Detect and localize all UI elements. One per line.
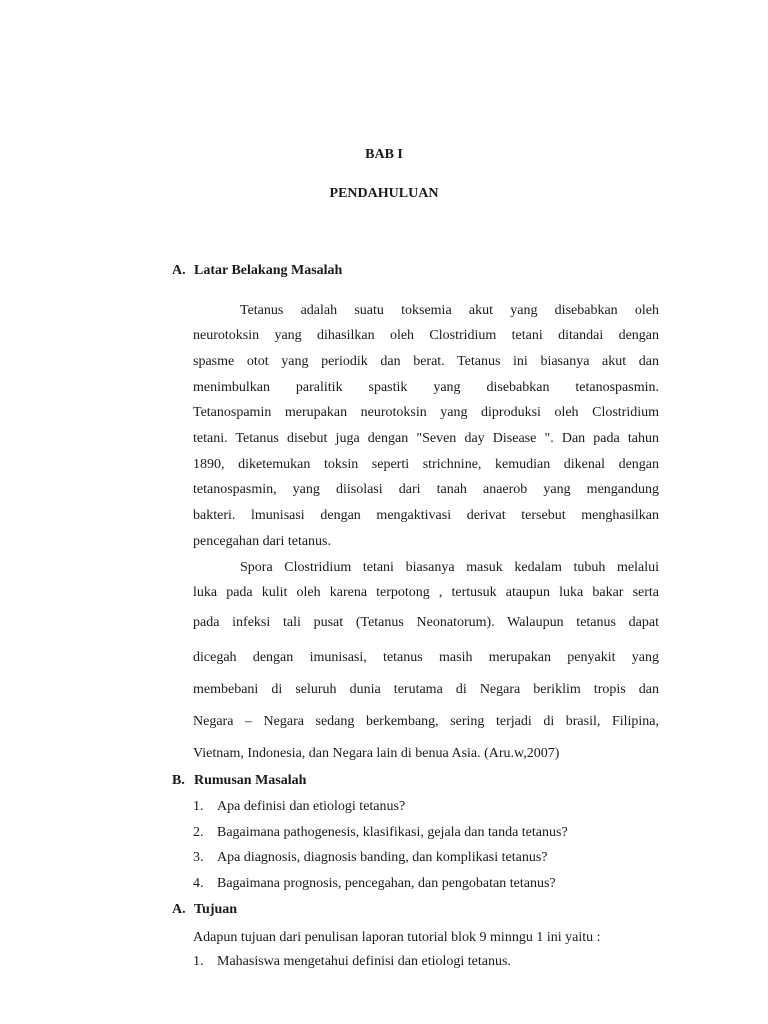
paragraph2-line: Vietnam, Indonesia, dan Negara lain di benua Asia. (Aru.w,2007) [193,746,560,761]
paragraph2-line: dicegah dengan imunisasi, tetanus masih merupakan penyakit yang [193,650,659,665]
paragraph1-line: spasme otot yang periodik dan berat. Tetanus ini biasanya akut dan [193,354,659,369]
list-item: Bagaimana pathogenesis, klasifikasi, gejala dan tanda tetanus? [217,825,568,840]
paragraph1-line: tetanospasmin, yang diisolasi dari tanah anaerob yang mengandung [193,482,659,497]
paragraph1-line: tetani. Tetanus disebut juga dengan "Seven day Disease ". Dan pada tahun [193,431,659,446]
chapter-subtitle: PENDAHULUAN [329,186,439,201]
list-item: Apa diagnosis, diagnosis banding, dan komplikasi tetanus? [217,850,548,865]
section-a-title: Latar Belakang Masalah [194,263,343,278]
list-number: 1. [193,954,204,969]
paragraph2-line: pada infeksi tali pusat (Tetanus Neonatorum). Walaupun tetanus dapat [193,615,659,630]
paragraph2-line: membebani di seluruh dunia terutama di Negara beriklim tropis dan [193,682,659,697]
section-tujuan-marker: A. [172,902,186,917]
section-b-marker: B. [172,773,185,788]
paragraph2-line: Negara – Negara sedang berkembang, sering terjadi di brasil, Filipina, [193,714,659,729]
list-item: Bagaimana prognosis, pencegahan, dan pengobatan tetanus? [217,876,556,891]
paragraph1-line: menimbulkan paralitik spastik yang disebabkan tetanospasmin. [193,380,659,395]
section-tujuan-title: Tujuan [194,902,238,917]
list-item: Apa definisi dan etiologi tetanus? [217,799,406,814]
paragraph1-line: 1890, diketemukan toksin seperti strichnine, kemudian dikenal dengan [193,457,659,472]
paragraph1-line: Tetanus adalah suatu toksemia akut yang disebabkan oleh [240,303,659,318]
paragraph1-line: Tetanospamin merupakan neurotoksin yang diproduksi oleh Clostridium [193,405,659,420]
section-b-title: Rumusan Masalah [194,773,307,788]
section-b-heading [172,773,306,789]
paragraph2-line: luka pada kulit oleh karena terpotong , tertusuk ataupun luka bakar serta [193,585,659,600]
list-number: 4. [193,876,204,891]
chapter-title: BAB I [365,147,403,162]
list-number: 3. [193,850,204,865]
tujuan-intro: Adapun tujuan dari penulisan laporan tutorial blok 9 minngu 1 ini yaitu : [193,930,601,945]
list-number: 1. [193,799,204,814]
section-a-heading [172,263,342,279]
paragraph2-line: Spora Clostridium tetani biasanya masuk kedalam tubuh melalui [240,560,659,575]
paragraph1-line: pencegahan dari tetanus. [193,534,331,549]
paragraph1-line: neurotoksin yang dihasilkan oleh Clostridium tetani ditandai dengan [193,328,659,343]
section-a-marker: A. [172,263,186,278]
paragraph1-line: bakteri. lmunisasi dengan mengaktivasi derivat tersebut menghasilkan [193,508,659,523]
section-tujuan-heading [172,902,237,918]
list-number: 2. [193,825,204,840]
list-item: Mahasiswa mengetahui definisi dan etiologi tetanus. [217,954,511,969]
